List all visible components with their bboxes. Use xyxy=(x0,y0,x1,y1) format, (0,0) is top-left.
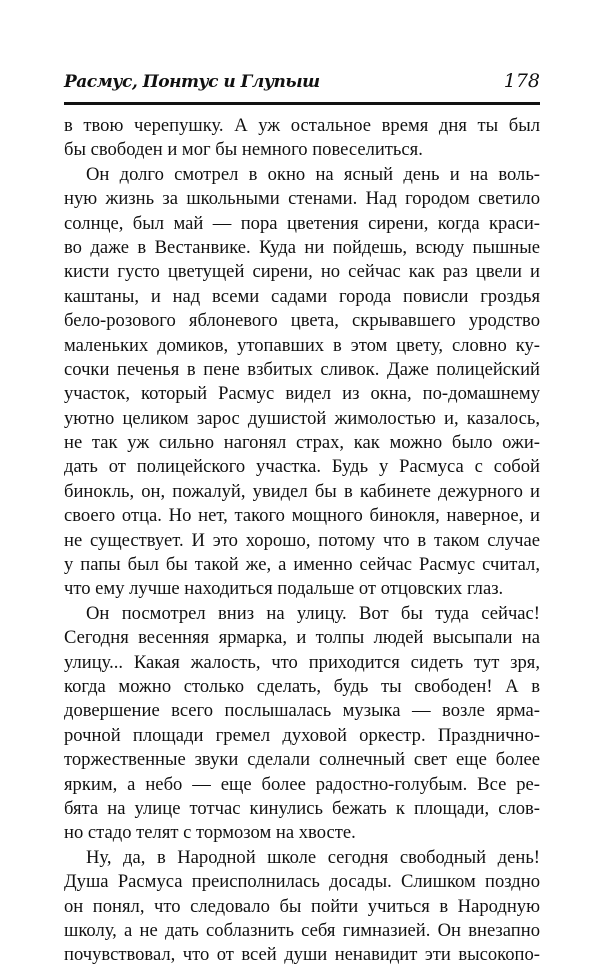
text-line: дать от полицейского участка. Будь у Расмуса с собой xyxy=(64,456,540,478)
text-line: когда можно столько сделать, будь ты свободен! А в xyxy=(64,675,540,697)
text-line: солнце, был май — пора цветения сирени, когда краси- xyxy=(64,212,540,234)
text-line: бинокль, он, пожалуй, увидел бы в кабинете дежурного и xyxy=(64,480,540,502)
text-line: кисти густо цветущей сирени, но сейчас как раз цвели и xyxy=(64,261,540,283)
page-header xyxy=(64,68,540,105)
text-line: улицу... Какая жалость, что приходится сидеть тут зря, xyxy=(64,651,540,673)
text-line: каштаны, и над всеми садами города повисли гроздья xyxy=(64,285,540,307)
page-number: 178 xyxy=(503,70,540,92)
text-line: Он посмотрел вниз на улицу. Вот бы туда сейчас! xyxy=(86,602,540,624)
text-line: торжественные звуки сделали солнечный свет еще более xyxy=(64,749,540,771)
text-line: Сегодня весенняя ярмарка, и толпы людей высыпали на xyxy=(64,627,540,649)
paragraph xyxy=(64,846,540,968)
text-line: Ну, да, в Народной школе сегодня свободный день! xyxy=(86,846,540,868)
text-line: школу, а не дать соблазнить себя гимназией. Он внезапно xyxy=(64,919,540,941)
text-line: во даже в Вестанвике. Куда ни пойдешь, всюду пышные xyxy=(64,236,540,258)
text-line: Он долго смотрел в окно на ясный день и на воль- xyxy=(86,163,540,185)
text-line: ную жизнь за школьными стенами. Над городом светило xyxy=(64,188,540,210)
paragraph xyxy=(64,114,540,163)
text-line: бы свободен и мог бы немного повеселиться. xyxy=(64,139,423,161)
text-line: маленьких домиков, утопавших в этом цвету, словно ку- xyxy=(64,334,540,356)
text-line: он понял, что следовало бы пойти учиться в Народную xyxy=(64,895,540,917)
running-title: Расмус, Понтус и Глупыш xyxy=(64,72,320,92)
paragraph xyxy=(64,602,540,846)
text-line: участок, который Расмус видел из окна, по-домашнему xyxy=(64,383,540,405)
text-line: не так уж сильно нагонял страх, как можно было ожи- xyxy=(64,432,540,454)
text-line: но стадо телят с тормозом на хвосте. xyxy=(64,822,356,844)
text-line: у папы был бы такой же, а именно сейчас Расмус считал, xyxy=(64,554,540,576)
text-line: бело-розового яблоневого цвета, скрывавшего уродство xyxy=(64,310,540,332)
text-line: почувствовал, что от всей души ненавидит эти высокопо- xyxy=(64,944,540,966)
paragraph xyxy=(64,163,540,602)
text-line: уютно целиком зарос душистой жимолостью и, казалось, xyxy=(64,407,540,429)
text-line: не существует. И это хорошо, потому что в таком случае xyxy=(64,529,540,551)
text-line: ярким, а небо — еще более радостно-голубым. Все ре- xyxy=(64,773,540,795)
text-line: довершение всего послышалась музыка — возле ярма- xyxy=(64,700,540,722)
text-line: своего отца. Но нет, такого мощного бинокля, наверное, и xyxy=(64,505,540,527)
text-line: Душа Расмуса преисполнилась досады. Слишком поздно xyxy=(64,871,540,893)
text-line: сочки печенья в пене взбитых сливок. Даже полицейский xyxy=(64,358,540,380)
text-line: бята на улице тотчас кинулись бежать к площади, слов- xyxy=(64,797,540,819)
text-line: в твою черепушку. А уж остальное время дня ты был xyxy=(64,115,540,136)
body-text xyxy=(64,114,540,968)
text-line: рочной площади гремел духовой оркестр. Празднично- xyxy=(64,724,540,746)
text-line: что ему лучше находиться подальше от отцовских глаз. xyxy=(64,578,504,600)
